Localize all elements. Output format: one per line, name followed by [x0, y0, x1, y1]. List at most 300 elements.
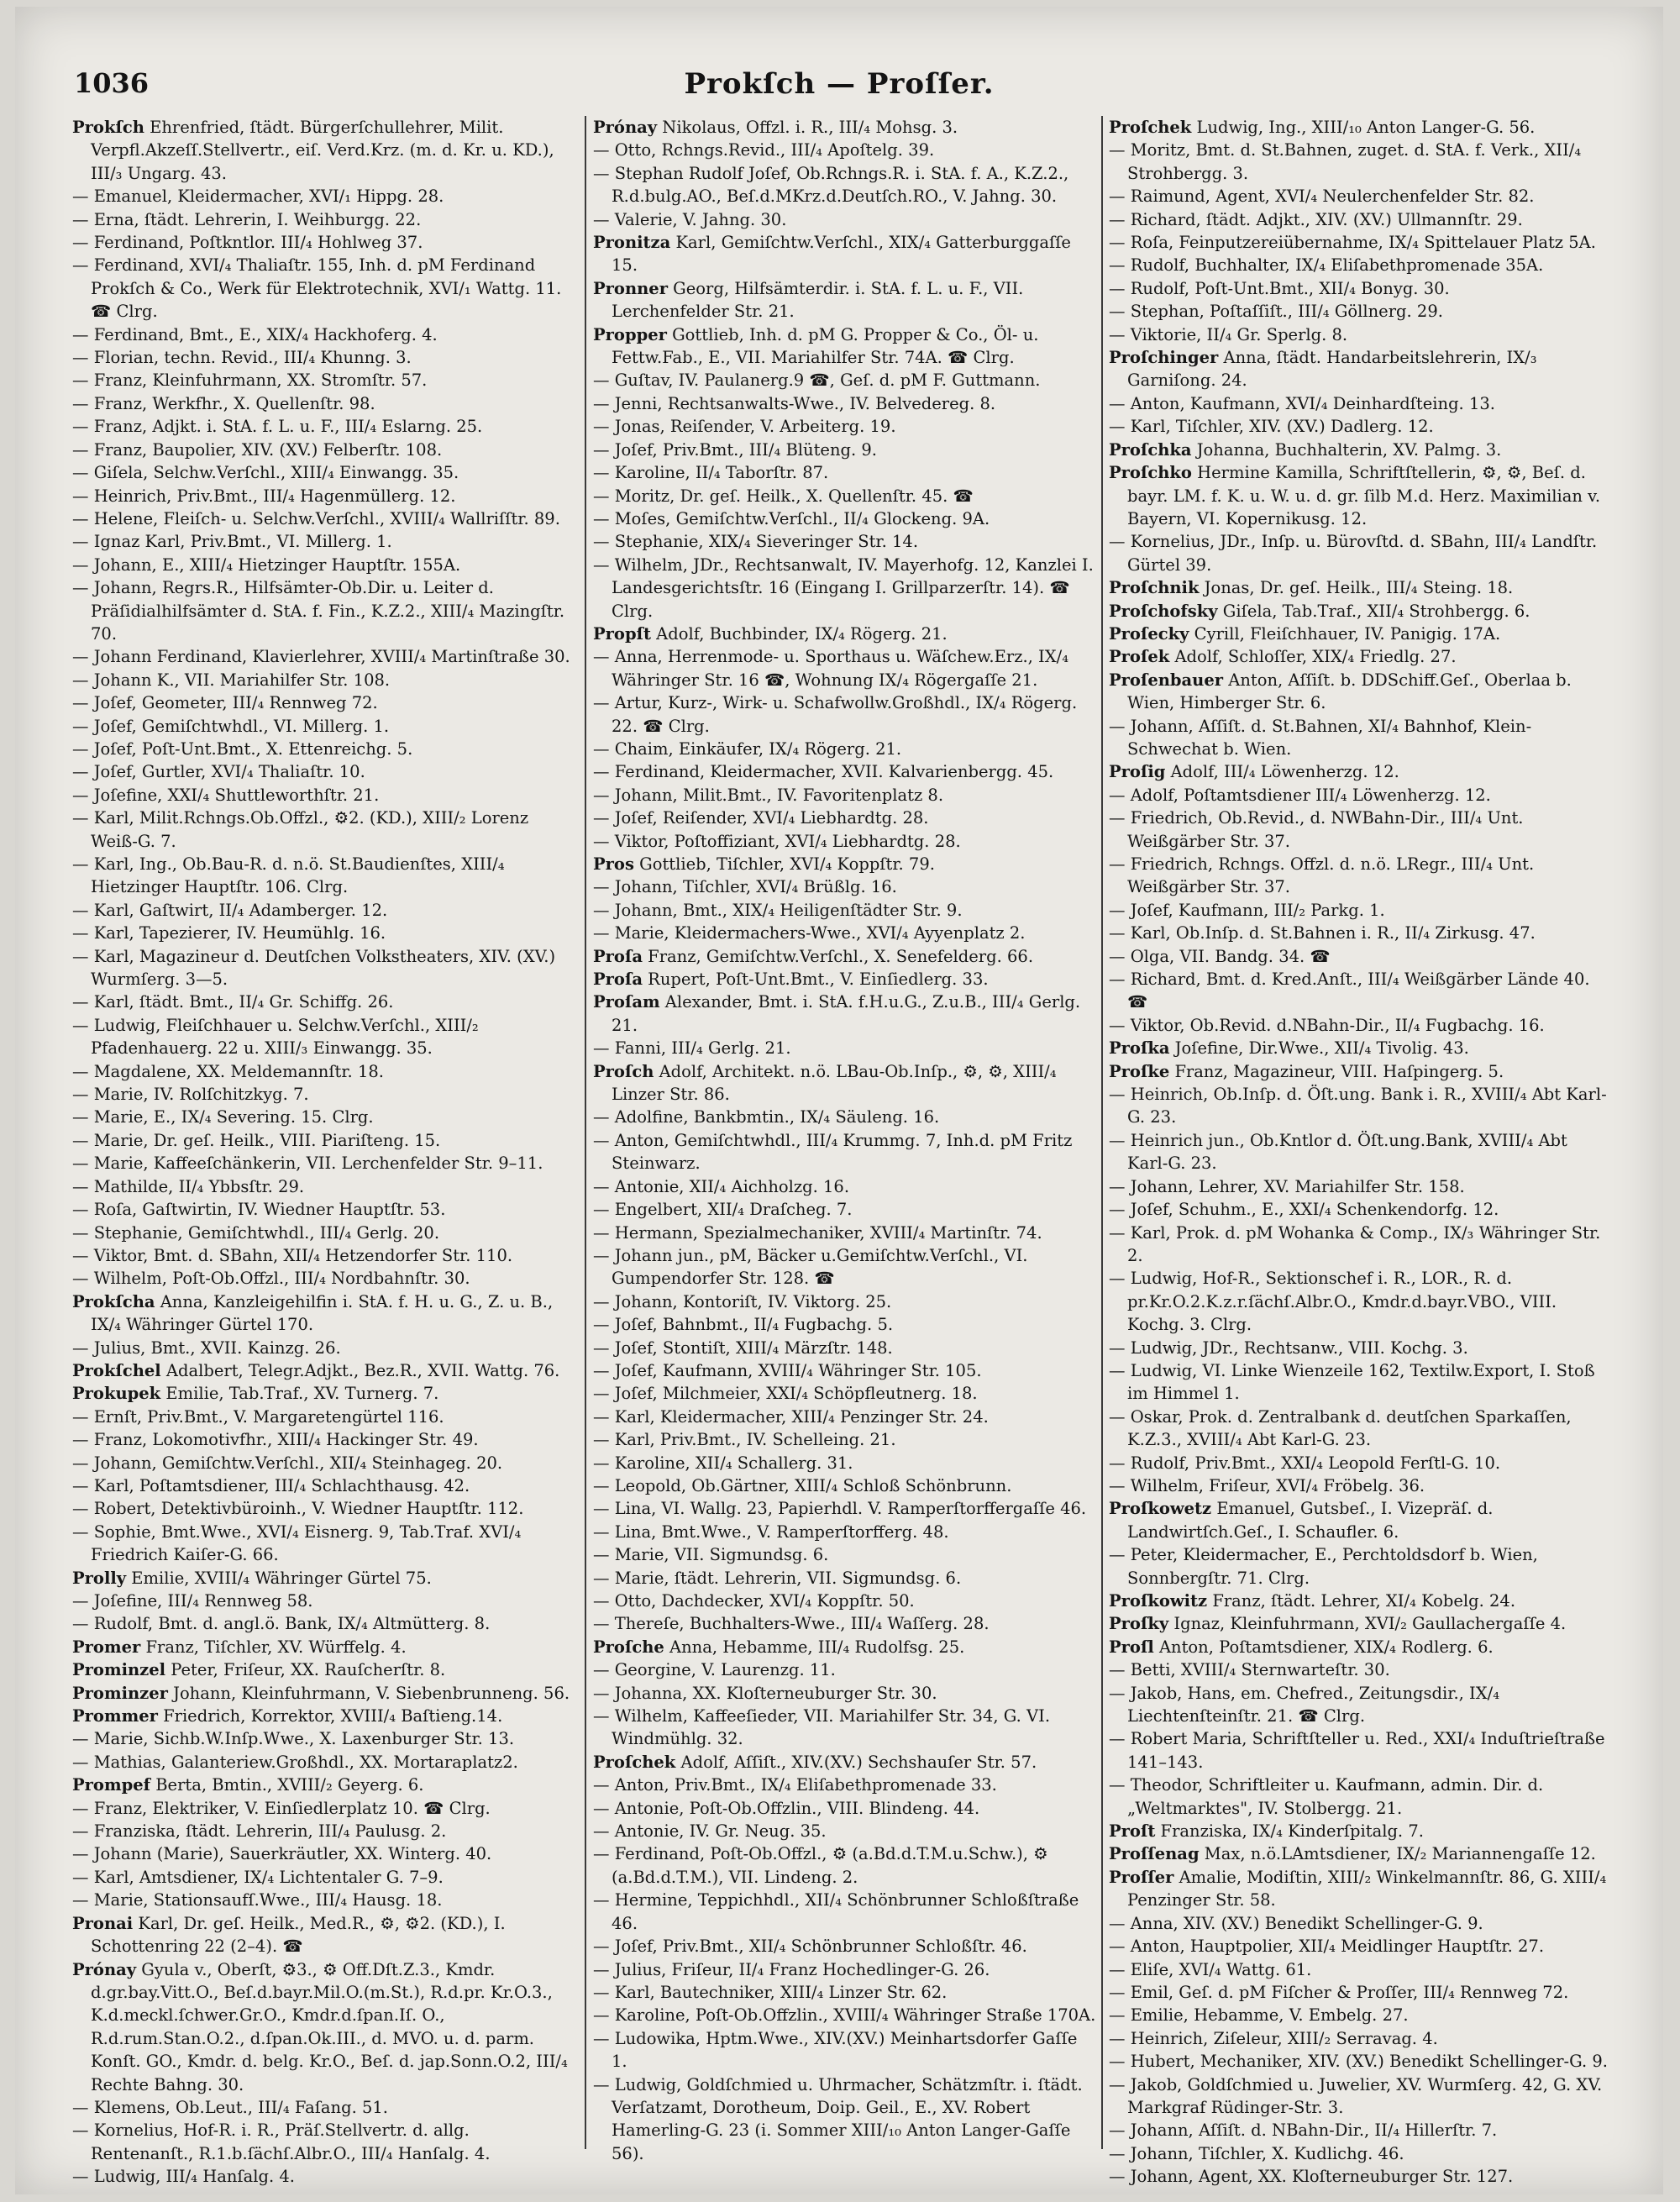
- entry-surname: Proſchka: [1109, 439, 1192, 460]
- directory-entry: [1109, 1935, 1609, 1958]
- entry-text: — Roſa, Gaſtwirtin, IV. Wiedner Hauptſtr. 53.: [72, 1200, 446, 1220]
- directory-entry: [593, 1889, 1097, 1935]
- entry-text: — Karoline, XII/₄ Schallerg. 31.: [593, 1453, 853, 1473]
- entry-text: — Artur, Kurz-, Wirk- u. Schafwollw.Großhdl., IX/₄ Rögerg. 22. ☎ Clrg.: [593, 693, 1078, 736]
- directory-entry: [72, 530, 576, 553]
- entry-surname: Proſkowitz: [1109, 1591, 1208, 1611]
- entry-surname: Proſche: [593, 1637, 664, 1657]
- entry-text: — Franz, Kleinfuhrmann, XX. Stromſtr. 57.: [72, 371, 428, 391]
- directory-entry: [72, 1727, 576, 1750]
- entry-text: — Ferdinand, XVI/₄ Thaliaſtr. 155, Inh. d. pM Ferdinand Prokſch & Co., Werk für Elektrotechnik, XVI/₁ Wattg. 11. ☎ Clrg.: [72, 255, 562, 322]
- entry-text: — Marie, Sichb.W.Inſp.Wwe., X. Laxenburger Str. 13.: [72, 1729, 515, 1749]
- directory-entry: [72, 1267, 576, 1290]
- entry-surname: Proſek: [1109, 647, 1170, 667]
- directory-entry: [593, 1497, 1097, 1520]
- entry-text: — Ferdinand, Poſtkntlor. III/₄ Hohlweg 37.: [72, 233, 423, 253]
- directory-entry: [1109, 530, 1609, 576]
- entry-text: Berta, Bmtin., XVIII/₂ Geyerg. 6.: [150, 1775, 424, 1795]
- entry-text: — Rudolf, Poſt-Unt.Bmt., XII/₄ Bonyg. 30.: [1109, 278, 1450, 298]
- page-number: 1036: [74, 67, 150, 99]
- directory-entry: [72, 669, 576, 691]
- directory-entry: [1109, 1267, 1609, 1336]
- directory-entry: [593, 277, 1097, 323]
- directory-entry: [72, 1428, 576, 1451]
- directory-entry: [72, 323, 576, 346]
- directory-entry: [72, 760, 576, 783]
- entry-text: — Ferdinand, Bmt., E., XIX/₄ Hackhoferg. 4.: [72, 324, 438, 344]
- entry-surname: Promer: [72, 1637, 141, 1657]
- entry-text: — Anna, XIV. (XV.) Benedikt Schellinger-G. 9.: [1109, 1913, 1483, 1933]
- entry-surname: Prolly: [72, 1568, 127, 1588]
- entry-text: — Roſa, Feinputzereiübernahme, IX/₄ Spittelauer Platz 5A.: [1109, 233, 1596, 253]
- entry-text: — Julius, Bmt., XVII. Kainzg. 26.: [72, 1337, 341, 1358]
- directory-entry: [72, 254, 576, 323]
- entry-text: — Hermine, Teppichhdl., XII/₄ Schönbrunner Schloßſtraße 46.: [593, 1890, 1079, 1933]
- entry-text: — Ferdinand, Poſt-Ob.Offzl., ⚙ (a.Bd.d.T.M.u.Schw.), ⚙ (a.Bd.d.T.M.), VII. Lindeng. 2.: [593, 1844, 1048, 1887]
- entry-text: — Johann, E., XIII/₄ Hietzinger Hauptſtr. 155A.: [72, 554, 461, 575]
- entry-text: — Heinrich, Ziſeleur, XIII/₂ Serravag. 4.: [1109, 2028, 1438, 2048]
- directory-entry: [72, 1406, 576, 1428]
- entry-text: Franz, Gemiſchtw.Verſchl., X. Senefelderg. 66.: [642, 946, 1034, 966]
- entry-surname: Proſecky: [1109, 623, 1189, 644]
- entry-text: Franz, Magazineur, VIII. Haſpingerg. 5.: [1169, 1061, 1504, 1081]
- directory-entry: [593, 645, 1097, 691]
- entry-text: — Joſef, Kaufmann, III/₂ Parkg. 1.: [1109, 900, 1385, 920]
- directory-entry: [72, 645, 576, 668]
- directory-entry: [593, 1198, 1097, 1221]
- directory-entry: [1109, 461, 1609, 530]
- entry-text: Rupert, Poſt-Unt.Bmt., V. Einſiedlerg. 33.: [642, 970, 989, 990]
- directory-entry: [1109, 1981, 1609, 2004]
- directory-entry: [72, 2096, 576, 2119]
- directory-entry: [72, 1359, 576, 1382]
- directory-entry: [1109, 1014, 1609, 1037]
- directory-entry: [593, 1935, 1097, 1958]
- directory-entry: [593, 853, 1097, 875]
- entry-surname: Proſchko: [1109, 463, 1192, 483]
- directory-entry: [1109, 1083, 1609, 1129]
- directory-entry: [72, 1912, 576, 1958]
- entry-text: — Karoline, II/₄ Taborſtr. 87.: [593, 463, 829, 483]
- directory-entry: [593, 691, 1097, 738]
- directory-entry: [72, 853, 576, 899]
- directory-entry: [593, 2004, 1097, 2026]
- directory-entry: [593, 208, 1097, 231]
- directory-entry: [593, 392, 1097, 415]
- directory-entry: [1109, 1474, 1609, 1497]
- directory-entry: [72, 1474, 576, 1497]
- entry-text: Amalie, Modiſtin, XIII/₂ Winkelmannſtr. 86, G. XIII/₄ Penzinger Str. 58.: [1127, 1867, 1607, 1910]
- entry-text: Peter, Friſeur, XX. Rauſcherſtr. 8.: [165, 1660, 446, 1680]
- directory-entry: [593, 991, 1097, 1037]
- directory-entry: [72, 691, 576, 714]
- entry-text: — Johann jun., pM, Bäcker u.Gemiſchtw.Verſchl., VI. Gumpendorfer Str. 128. ☎: [593, 1245, 1028, 1289]
- directory-entry: [1109, 2027, 1609, 2050]
- directory-entry: [72, 346, 576, 369]
- entry-text: — Rudolf, Priv.Bmt., XXI/₄ Leopold Ferſtl-G. 10.: [1109, 1453, 1501, 1473]
- directory-entry: [1109, 2050, 1609, 2073]
- entry-text: Adolf, Architekt. n.ö. LBau-Ob.Inſp., ⚙, ⚙, XIII/₄ Linzer Str. 86.: [612, 1061, 1057, 1105]
- entry-text: — Ludwig, III/₄ Hanſalg. 4.: [72, 2167, 295, 2187]
- directory-entry: [1109, 1037, 1609, 1059]
- entry-text: — Karoline, Poſt-Ob.Offzlin., XVIII/₄ Währinger Straße 170A.: [593, 2005, 1096, 2026]
- directory-entry: [593, 1751, 1097, 1774]
- directory-entry: [593, 1774, 1097, 1796]
- directory-entry: [72, 738, 576, 760]
- entry-text: Johanna, Buchhalterin, XV. Palmg. 3.: [1191, 439, 1502, 460]
- column-3: [1109, 116, 1609, 2187]
- entry-text: Adalbert, Telegr.Adjkt., Bez.R., XVII. Wattg. 76.: [160, 1360, 560, 1380]
- entry-text: — Richard, ſtädt. Adjkt., XIV. (XV.) Ullmannſtr. 29.: [1109, 209, 1523, 229]
- directory-entry: [1109, 945, 1609, 968]
- entry-text: — Hermann, Spezialmechaniker, XVIII/₄ Martinſtr. 74.: [593, 1222, 1042, 1243]
- entry-text: — Joſef, Milchmeier, XXI/₄ Schöpfleutnerg. 18.: [593, 1384, 978, 1404]
- entry-surname: Proſſer: [1109, 1867, 1174, 1887]
- directory-entry: [593, 968, 1097, 991]
- directory-entry: [593, 1313, 1097, 1336]
- entry-text: — Ernſt, Priv.Bmt., V. Margaretengürtel 116.: [72, 1406, 444, 1427]
- entry-text: — Stephan Rudolf Joſef, Ob.Rchngs.R. i. StA. f. A., K.Z.2., R.d.bulg.AO., Beſ.d.MKrz.d.Deutſch.RO., V. Jahng. 30.: [593, 163, 1069, 207]
- entry-text: — Oskar, Prok. d. Zentralbank d. deutſchen Sparkaſſen, K.Z.3., XVIII/₄ Abt Karl-G. 23.: [1109, 1406, 1572, 1450]
- entry-text: — Karl, Magazineur d. Deutſchen Volkstheaters, XIV. (XV.) Wurmſerg. 3—5.: [72, 946, 556, 990]
- entry-text: Franz, Tiſchler, XV. Würffelg. 4.: [140, 1637, 407, 1657]
- entry-text: — Friedrich, Rchngs. Offzl. d. n.ö. LRegr., III/₄ Unt. Weißgärber Str. 37.: [1109, 854, 1535, 897]
- entry-text: — Ludwig, Fleiſchhauer u. Selchw.Verſchl., XIII/₂ Pfadenhauerg. 22 u. XIII/₃ Einwangg. 35.: [72, 1015, 479, 1059]
- entry-surname: Prónay: [72, 1959, 137, 1979]
- directory-entry: [1109, 1774, 1609, 1820]
- directory-entry: [72, 1820, 576, 1842]
- directory-entry: [72, 1198, 576, 1221]
- entry-text: — Antonie, Poſt-Ob.Offzlin., VIII. Blindeng. 44.: [593, 1798, 980, 1818]
- directory-entry: [593, 1820, 1097, 1842]
- directory-entry: [72, 1521, 576, 1567]
- entry-text: Cyrill, Fleiſchhauer, IV. Panigig. 17A.: [1189, 623, 1501, 644]
- entry-text: — Joſef, Gurtler, XVI/₄ Thaliaſtr. 10.: [72, 762, 365, 782]
- directory-entry: [593, 1543, 1097, 1566]
- entry-text: — Joſefine, XXI/₄ Shuttleworthſtr. 21.: [72, 785, 380, 805]
- directory-entry: [72, 576, 576, 645]
- directory-entry: [72, 1866, 576, 1889]
- entry-text: Anton, Poſtamtsdiener, XIX/₄ Rodlerg. 6.: [1153, 1637, 1494, 1657]
- entry-text: Anna, Kanzleigehilfin i. StA. f. H. u. G., Z. u. B., IX/₄ Währinger Gürtel 170.: [91, 1291, 554, 1335]
- directory-entry: [1109, 715, 1609, 761]
- entry-text: Nikolaus, Offzl. i. R., III/₄ Mohsg. 3.: [657, 118, 958, 137]
- entry-text: — Johanna, XX. Kloſterneuburger Str. 30.: [593, 1683, 937, 1703]
- directory-entry: [72, 1612, 576, 1635]
- entry-text: — Erna, ſtädt. Lehrerin, I. Weihburgg. 22.: [72, 209, 422, 229]
- entry-text: — Franz, Werkfhr., X. Quellenſtr. 98.: [72, 393, 375, 413]
- directory-entry: [593, 875, 1097, 898]
- directory-entry: [593, 784, 1097, 807]
- entry-text: — Ludwig, Hof-R., Sektionschef i. R., LOR., R. d. pr.Kr.O.2.K.z.r.ſächſ.Albr.O., Kmdr.d.bayr.VBO., VIII. Kochg. 3. Clrg.: [1109, 1269, 1557, 1335]
- entry-text: — Joſef, Bahnbmt., II/₄ Fugbachg. 5.: [593, 1315, 894, 1335]
- entry-text: — Leopold, Ob.Gärtner, XIII/₄ Schloß Schönbrunn.: [593, 1475, 1012, 1495]
- directory-entry: [72, 784, 576, 807]
- directory-entry: [1109, 968, 1609, 1014]
- entry-text: — Kornelius, Hof-R. i. R., Präſ.Stellvertr. d. allg. Rentenanſt., R.1.b.ſächſ.Albr.O., III/₄ Hanſalg. 4.: [72, 2121, 491, 2163]
- entry-surname: Prompef: [72, 1775, 151, 1795]
- entry-surname: Proſky: [1109, 1614, 1169, 1634]
- directory-entry: [72, 1382, 576, 1405]
- entry-text: — Johann K., VII. Mariahilfer Str. 108.: [72, 670, 391, 690]
- entry-text: Georg, Hilfsämterdir. i. StA. f. L. u. F., VII. Lerchenfelder Str. 21.: [612, 278, 1024, 322]
- directory-entry: [1109, 2165, 1609, 2188]
- directory-entry: [1109, 231, 1609, 254]
- directory-entry: [1109, 1337, 1609, 1359]
- entry-text: — Moſes, Gemiſchtw.Verſchl., II/₄ Glockeng. 9A.: [593, 508, 990, 528]
- directory-entry: [593, 1474, 1097, 1497]
- directory-entry: [1109, 922, 1609, 944]
- entry-text: — Heinrich, Priv.Bmt., III/₄ Hagenmüllerg. 12.: [72, 486, 456, 506]
- directory-entry: [72, 991, 576, 1013]
- entry-surname: Prokſchel: [72, 1360, 161, 1380]
- directory-entry: [1109, 1658, 1609, 1681]
- directory-entry: [593, 738, 1097, 760]
- entry-text: — Moritz, Dr. geſ. Heilk., X. Quellenſtr. 45. ☎: [593, 486, 974, 506]
- directory-entry: [72, 1797, 576, 1820]
- entry-text: — Olga, VII. Bandg. 34. ☎: [1109, 946, 1331, 966]
- entry-text: — Julius, Friſeur, II/₄ Franz Hochedlinger-G. 26.: [593, 1959, 990, 1979]
- entry-surname: Proſſenag: [1109, 1844, 1200, 1864]
- entry-text: — Stephan, Poſtaſſiſt., III/₄ Göllnerg. 29.: [1109, 302, 1443, 322]
- directory-entry: [1109, 2119, 1609, 2142]
- entry-text: — Joſefine, III/₄ Rennweg 58.: [72, 1591, 313, 1611]
- entry-text: — Karl, Tapezierer, IV. Heumühlg. 16.: [72, 923, 386, 943]
- directory-entry: [1109, 760, 1609, 783]
- entry-text: — Giſela, Selchw.Verſchl., XIII/₄ Einwangg. 35.: [72, 463, 459, 483]
- entry-text: — Anton, Priv.Bmt., IX/₄ Eliſabethpromenade 33.: [593, 1775, 997, 1795]
- directory-entry: [1109, 323, 1609, 346]
- entry-text: Ludwig, Ing., XIII/₁₀ Anton Langer-G. 56.: [1191, 118, 1536, 137]
- entry-text: — Karl, Ob.Inſp. d. St.Bahnen i. R., II/₄ Zirkusg. 47.: [1109, 923, 1536, 943]
- entry-text: Jonas, Dr. geſ. Heilk., III/₄ Steing. 18.: [1199, 578, 1514, 598]
- directory-entry: [72, 1060, 576, 1083]
- entry-surname: Prónay: [593, 118, 658, 137]
- entry-text: — Ignaz Karl, Priv.Bmt., VI. Millerg. 1.: [72, 532, 392, 552]
- entry-surname: Proſchnik: [1109, 578, 1200, 598]
- entry-text: — Franz, Adjkt. i. StA. f. L. u. F., III/₄ Eslarng. 25.: [72, 417, 483, 437]
- directory-entry: [72, 507, 576, 530]
- entry-text: Adolf, Schloſſer, XIX/₄ Friedlg. 27.: [1169, 647, 1457, 667]
- entry-surname: Proſka: [1109, 1038, 1170, 1059]
- entry-text: — Johann, Kontoriſt, IV. Viktorg. 25.: [593, 1291, 892, 1311]
- directory-entry: [1109, 346, 1609, 392]
- entry-surname: Pronner: [593, 278, 668, 298]
- directory-page: [15, 7, 1663, 2194]
- directory-entry: [1109, 1842, 1609, 1865]
- entry-surname: Proſke: [1109, 1061, 1170, 1081]
- entry-text: — Karl, Priv.Bmt., IV. Schelleing. 21.: [593, 1430, 896, 1450]
- directory-entry: [1109, 623, 1609, 645]
- directory-entry: [1109, 669, 1609, 715]
- directory-entry: [593, 1590, 1097, 1612]
- entry-text: — Anton, Kaufmann, XVI/₄ Deinhardſteing. 13.: [1109, 393, 1495, 413]
- entry-surname: Prokupek: [72, 1384, 161, 1404]
- entry-text: Ignaz, Kleinfuhrmann, XVI/₂ Gaullachergaſſe 4.: [1168, 1614, 1567, 1634]
- entry-text: — Karl, ſtädt. Bmt., II/₄ Gr. Schiffg. 26.: [72, 992, 394, 1012]
- entry-surname: Proſchek: [1109, 118, 1192, 137]
- directory-entry: [72, 922, 576, 944]
- directory-entry: [593, 139, 1097, 161]
- entry-text: — Anton, Gemiſchtwhdl., III/₄ Krummg. 7, Inh.d. pM Fritz Steinwarz.: [593, 1130, 1073, 1174]
- entry-text: — Raimund, Agent, XVI/₄ Neulerchenfelder Str. 82.: [1109, 187, 1535, 207]
- entry-text: — Anton, Hauptpolier, XII/₄ Meidlinger Hauptſtr. 27.: [1109, 1937, 1545, 1957]
- directory-entry: [1109, 1359, 1609, 1406]
- directory-entry: [1109, 208, 1609, 231]
- entry-text: — Johann, Bmt., XIX/₄ Heiligenſtädter Str. 9.: [593, 900, 963, 920]
- directory-entry: [72, 1106, 576, 1128]
- directory-entry: [593, 1406, 1097, 1428]
- directory-entry: [72, 945, 576, 991]
- entry-text: — Anna, Herrenmode- u. Sporthaus u. Wäſchew.Erz., IX/₄ Währinger Str. 16 ☎, Wohnung IX/₄ Rögergaſſe 21.: [593, 647, 1069, 690]
- entry-text: — Ludowika, Hptm.Wwe., XIV.(XV.) Meinhartsdorfer Gaſſe 1.: [593, 2028, 1078, 2072]
- directory-entry: [72, 208, 576, 231]
- entry-text: — Karl, Milit.Rchngs.Ob.Offzl., ⚙2. (KD.), XIII/₂ Lorenz Weiß-G. 7.: [72, 808, 529, 851]
- directory-entry: [593, 439, 1097, 461]
- column-1: [72, 116, 576, 2187]
- entry-text: — Ferdinand, Kleidermacher, XVII. Kalvarienbergg. 45.: [593, 762, 1054, 782]
- entry-surname: Proſa: [593, 970, 643, 990]
- directory-entry: [593, 162, 1097, 208]
- entry-text: — Wilhelm, Friſeur, XVI/₄ Fröbelg. 36.: [1109, 1475, 1425, 1495]
- entry-text: — Franz, Lokomotivfhr., XIII/₄ Hackinger Str. 49.: [72, 1430, 479, 1450]
- entry-surname: Proſam: [593, 992, 660, 1012]
- entry-text: — Joſef, Geometer, III/₄ Rennweg 72.: [72, 693, 378, 713]
- directory-entry: [1109, 645, 1609, 668]
- entry-surname: Proſig: [1109, 762, 1166, 782]
- entry-text: — Eliſe, XVI/₄ Wattg. 61.: [1109, 1959, 1312, 1979]
- entry-text: — Karl, Bautechniker, XIII/₄ Linzer Str. 62.: [593, 1982, 948, 2002]
- directory-entry: [593, 922, 1097, 944]
- entry-text: — Friedrich, Ob.Revid., d. NWBahn-Dir., III/₄ Unt. Weißgärber Str. 37.: [1109, 808, 1524, 851]
- entry-text: Johann, Kleinfuhrmann, V. Siebenbrunneng. 56.: [167, 1683, 570, 1703]
- directory-entry: [593, 1842, 1097, 1889]
- directory-entry: [593, 1382, 1097, 1405]
- entry-text: — Klemens, Ob.Leut., III/₄ Faſang. 51.: [72, 2097, 389, 2117]
- directory-entry: [72, 1083, 576, 1106]
- directory-entry: [593, 1222, 1097, 1244]
- directory-entry: [72, 392, 576, 415]
- directory-entry: [593, 1106, 1097, 1128]
- entry-text: — Sophie, Bmt.Wwe., XVI/₄ Eisnerg. 9, Tab.Traf. XVI/₄ Friedrich Kaiſer-G. 66.: [72, 1521, 522, 1565]
- entry-surname: Propper: [593, 324, 667, 344]
- entry-text: — Viktorie, II/₄ Gr. Sperlg. 8.: [1109, 324, 1348, 344]
- directory-entry: [1109, 439, 1609, 461]
- directory-entry: [1109, 576, 1609, 599]
- entry-surname: Prokſcha: [72, 1291, 155, 1311]
- directory-entry: [72, 1751, 576, 1774]
- directory-entry: [1109, 116, 1609, 139]
- directory-entry: [1109, 1497, 1609, 1543]
- directory-entry: [72, 461, 576, 484]
- entry-text: Alexander, Bmt. i. StA. f.H.u.G., Z.u.B., III/₄ Gerlg. 21.: [612, 992, 1081, 1035]
- entry-text: — Hubert, Mechaniker, XIV. (XV.) Benedikt Schellinger-G. 9.: [1109, 2052, 1609, 2072]
- directory-entry: [593, 530, 1097, 553]
- entry-text: Franziska, IX/₄ Kinderſpitalg. 7.: [1155, 1821, 1424, 1842]
- entry-text: — Marie, Kaffeeſchänkerin, VII. Lerchenfelder Str. 9–11.: [72, 1154, 543, 1174]
- entry-text: — Guſtav, IV. Paulanerg.9 ☎, Geſ. d. pM F. Guttmann.: [593, 371, 1041, 391]
- entry-text: — Johann, Agent, XX. Kloſterneuburger Str. 127.: [1109, 2167, 1514, 2187]
- entry-surname: Pronai: [72, 1913, 134, 1933]
- directory-entry: [72, 1636, 576, 1658]
- directory-entry: [593, 899, 1097, 922]
- directory-entry: [1109, 1222, 1609, 1268]
- directory-entry: [1109, 1198, 1609, 1221]
- directory-entry: [593, 1682, 1097, 1705]
- directory-entry: [593, 830, 1097, 853]
- entry-text: — Fanni, III/₄ Gerlg. 21.: [593, 1038, 791, 1059]
- entry-text: — Johann, Lehrer, XV. Mariahilfer Str. 158.: [1109, 1176, 1465, 1196]
- directory-entry: [593, 1244, 1097, 1290]
- directory-entry: [1109, 1912, 1609, 1935]
- entry-text: — Richard, Bmt. d. Kred.Anſt., III/₄ Weißgärber Lände 40. ☎: [1109, 970, 1590, 1012]
- entry-surname: Prokſch: [72, 118, 144, 137]
- entry-text: — Franz, Baupolier, XIV. (XV.) Felberſtr. 108.: [72, 439, 443, 460]
- entry-surname: Proſch: [593, 1061, 654, 1081]
- entry-text: — Engelbert, XII/₄ Draſcheg. 7.: [593, 1200, 853, 1220]
- directory-entry: [1109, 1129, 1609, 1175]
- directory-entry: [593, 1060, 1097, 1106]
- column-2: [593, 116, 1097, 2166]
- entry-text: Emilie, XVIII/₄ Währinger Gürtel 75.: [126, 1568, 432, 1588]
- entry-text: — Johann, Aſſiſt. d. St.Bahnen, XI/₄ Bahnhof, Klein-Schwechat b. Wien.: [1109, 716, 1532, 759]
- directory-entry: [1109, 1958, 1609, 1981]
- entry-text: — Robert Maria, Schriftſteller u. Red., XXI/₄ Induſtrieſtraße 141–143.: [1109, 1729, 1605, 1772]
- directory-entry: [593, 807, 1097, 829]
- entry-text: Gottlieb, Inh. d. pM G. Propper & Co., Öl- u. Fettw.Fab., E., VII. Mariahilfer Str. 74A. ☎ Clrg.: [612, 324, 1039, 368]
- entry-text: Ehrenfried, ſtädt. Bürgerſchullehrer, Milit. Verpfl.Akzeſſ.Stellvertr., eiſ. Verd.Krz. (m. d. Kr. u. KD.), III/₃ Ungarg. 43.: [91, 118, 554, 183]
- directory-entry: [1109, 415, 1609, 438]
- directory-entry: [593, 323, 1097, 370]
- directory-entry: [72, 415, 576, 438]
- entry-text: — Wilhelm, Poſt-Ob.Offzl., III/₄ Nordbahnſtr. 30.: [72, 1269, 470, 1289]
- entry-text: — Heinrich, Ob.Inſp. d. Öſt.ung. Bank i. R., XVIII/₄ Abt Karl-G. 23.: [1109, 1085, 1607, 1127]
- entry-text: — Karl, Ing., Ob.Bau-R. d. n.ö. St.Baudienſtes, XIII/₄ Hietzinger Hauptſtr. 106. Clrg.: [72, 854, 505, 897]
- entry-text: — Wilhelm, Kaffeeſieder, VII. Mariahilfer Str. 34, G. VI. Windmühlg. 32.: [593, 1706, 1051, 1749]
- directory-entry: [593, 945, 1097, 968]
- directory-entry: [593, 1428, 1097, 1451]
- entry-text: Anton, Aſſiſt. b. DDSchiff.Geſ., Oberlaa b. Wien, Himberger Str. 6.: [1127, 670, 1572, 713]
- entry-text: — Karl, Prok. d. pM Wohanka & Comp., IX/₃ Währinger Str. 2.: [1109, 1222, 1601, 1265]
- entry-text: — Karl, Poſtamtsdiener, III/₄ Schlachthausg. 42.: [72, 1475, 470, 1495]
- entry-text: — Heinrich jun., Ob.Kntlor d. Öſt.ung.Bank, XVIII/₄ Abt Karl-G. 23.: [1109, 1130, 1567, 1174]
- directory-entry: [593, 2073, 1097, 2166]
- directory-entry: [72, 2165, 576, 2188]
- entry-text: — Joſef, Gemiſchtwhdl., VI. Millerg. 1.: [72, 716, 390, 736]
- entry-text: Joſefine, Dir.Wwe., XII/₄ Tivolig. 43.: [1169, 1038, 1469, 1059]
- directory-entry: [1109, 1543, 1609, 1590]
- entry-surname: Proſkowetz: [1109, 1499, 1212, 1519]
- directory-entry: [593, 760, 1097, 783]
- entry-text: — Lina, VI. Wallg. 23, Papierhdl. V. Ramperſtorffergaſſe 46.: [593, 1499, 1087, 1519]
- entry-text: Adolf, III/₄ Löwenherzg. 12.: [1165, 762, 1399, 782]
- directory-entry: [593, 1658, 1097, 1681]
- entry-text: Max, n.ö.LAmtsdiener, IX/₂ Mariannengaſſe 12.: [1199, 1844, 1596, 1864]
- entry-text: — Johann Ferdinand, Klavierlehrer, XVIII/₄ Martinſtraße 30.: [72, 647, 570, 667]
- entry-text: — Emil, Geſ. d. pM Fiſcher & Proſſer, III/₄ Rennweg 72.: [1109, 1982, 1569, 2002]
- directory-entry: [1109, 1452, 1609, 1474]
- directory-entry: [72, 1014, 576, 1060]
- entry-text: Gyula v., Oberſt, ⚙3., ⚙ Off.Dſt.Z.3., Kmdr. d.gr.bay.Vitt.O., Beſ.d.bayr.Mil.O.(m.St.), R.d.pr. Kr.O.3., K.d.meckl.ſchwer.Gr.O., Kmdr.d.ſpan.Iſ. O., R.d.rum.Stan.O.2., d.ſpan.Ok.III., d. MVO. u. d. parm. Konſt. GO., Kmdr. d. belg. Kr.O., Beſ. d. jap.Sonn.O.2, III/₄ Rechte Bahng. 30.: [91, 1959, 568, 2094]
- directory-entry: [72, 1497, 576, 1520]
- entry-text: — Marie, Stationsaufſ.Wwe., III/₄ Hausg. 18.: [72, 1890, 443, 1910]
- entry-text: — Adolf, Poſtamtsdiener III/₄ Löwenherzg. 12.: [1109, 785, 1491, 805]
- entry-surname: Proſenbauer: [1109, 670, 1224, 690]
- entry-text: Emilie, Tab.Traf., XV. Turnerg. 7.: [160, 1384, 439, 1404]
- entry-text: — Marie, Kleidermachers-Wwe., XVI/₄ Ayyenplatz 2.: [593, 923, 1026, 943]
- entry-text: — Jonas, Reiſender, V. Arbeiterg. 19.: [593, 417, 896, 437]
- entry-text: Adolf, Aſſiſt., XIV.(XV.) Sechshauſer Str. 57.: [675, 1752, 1037, 1772]
